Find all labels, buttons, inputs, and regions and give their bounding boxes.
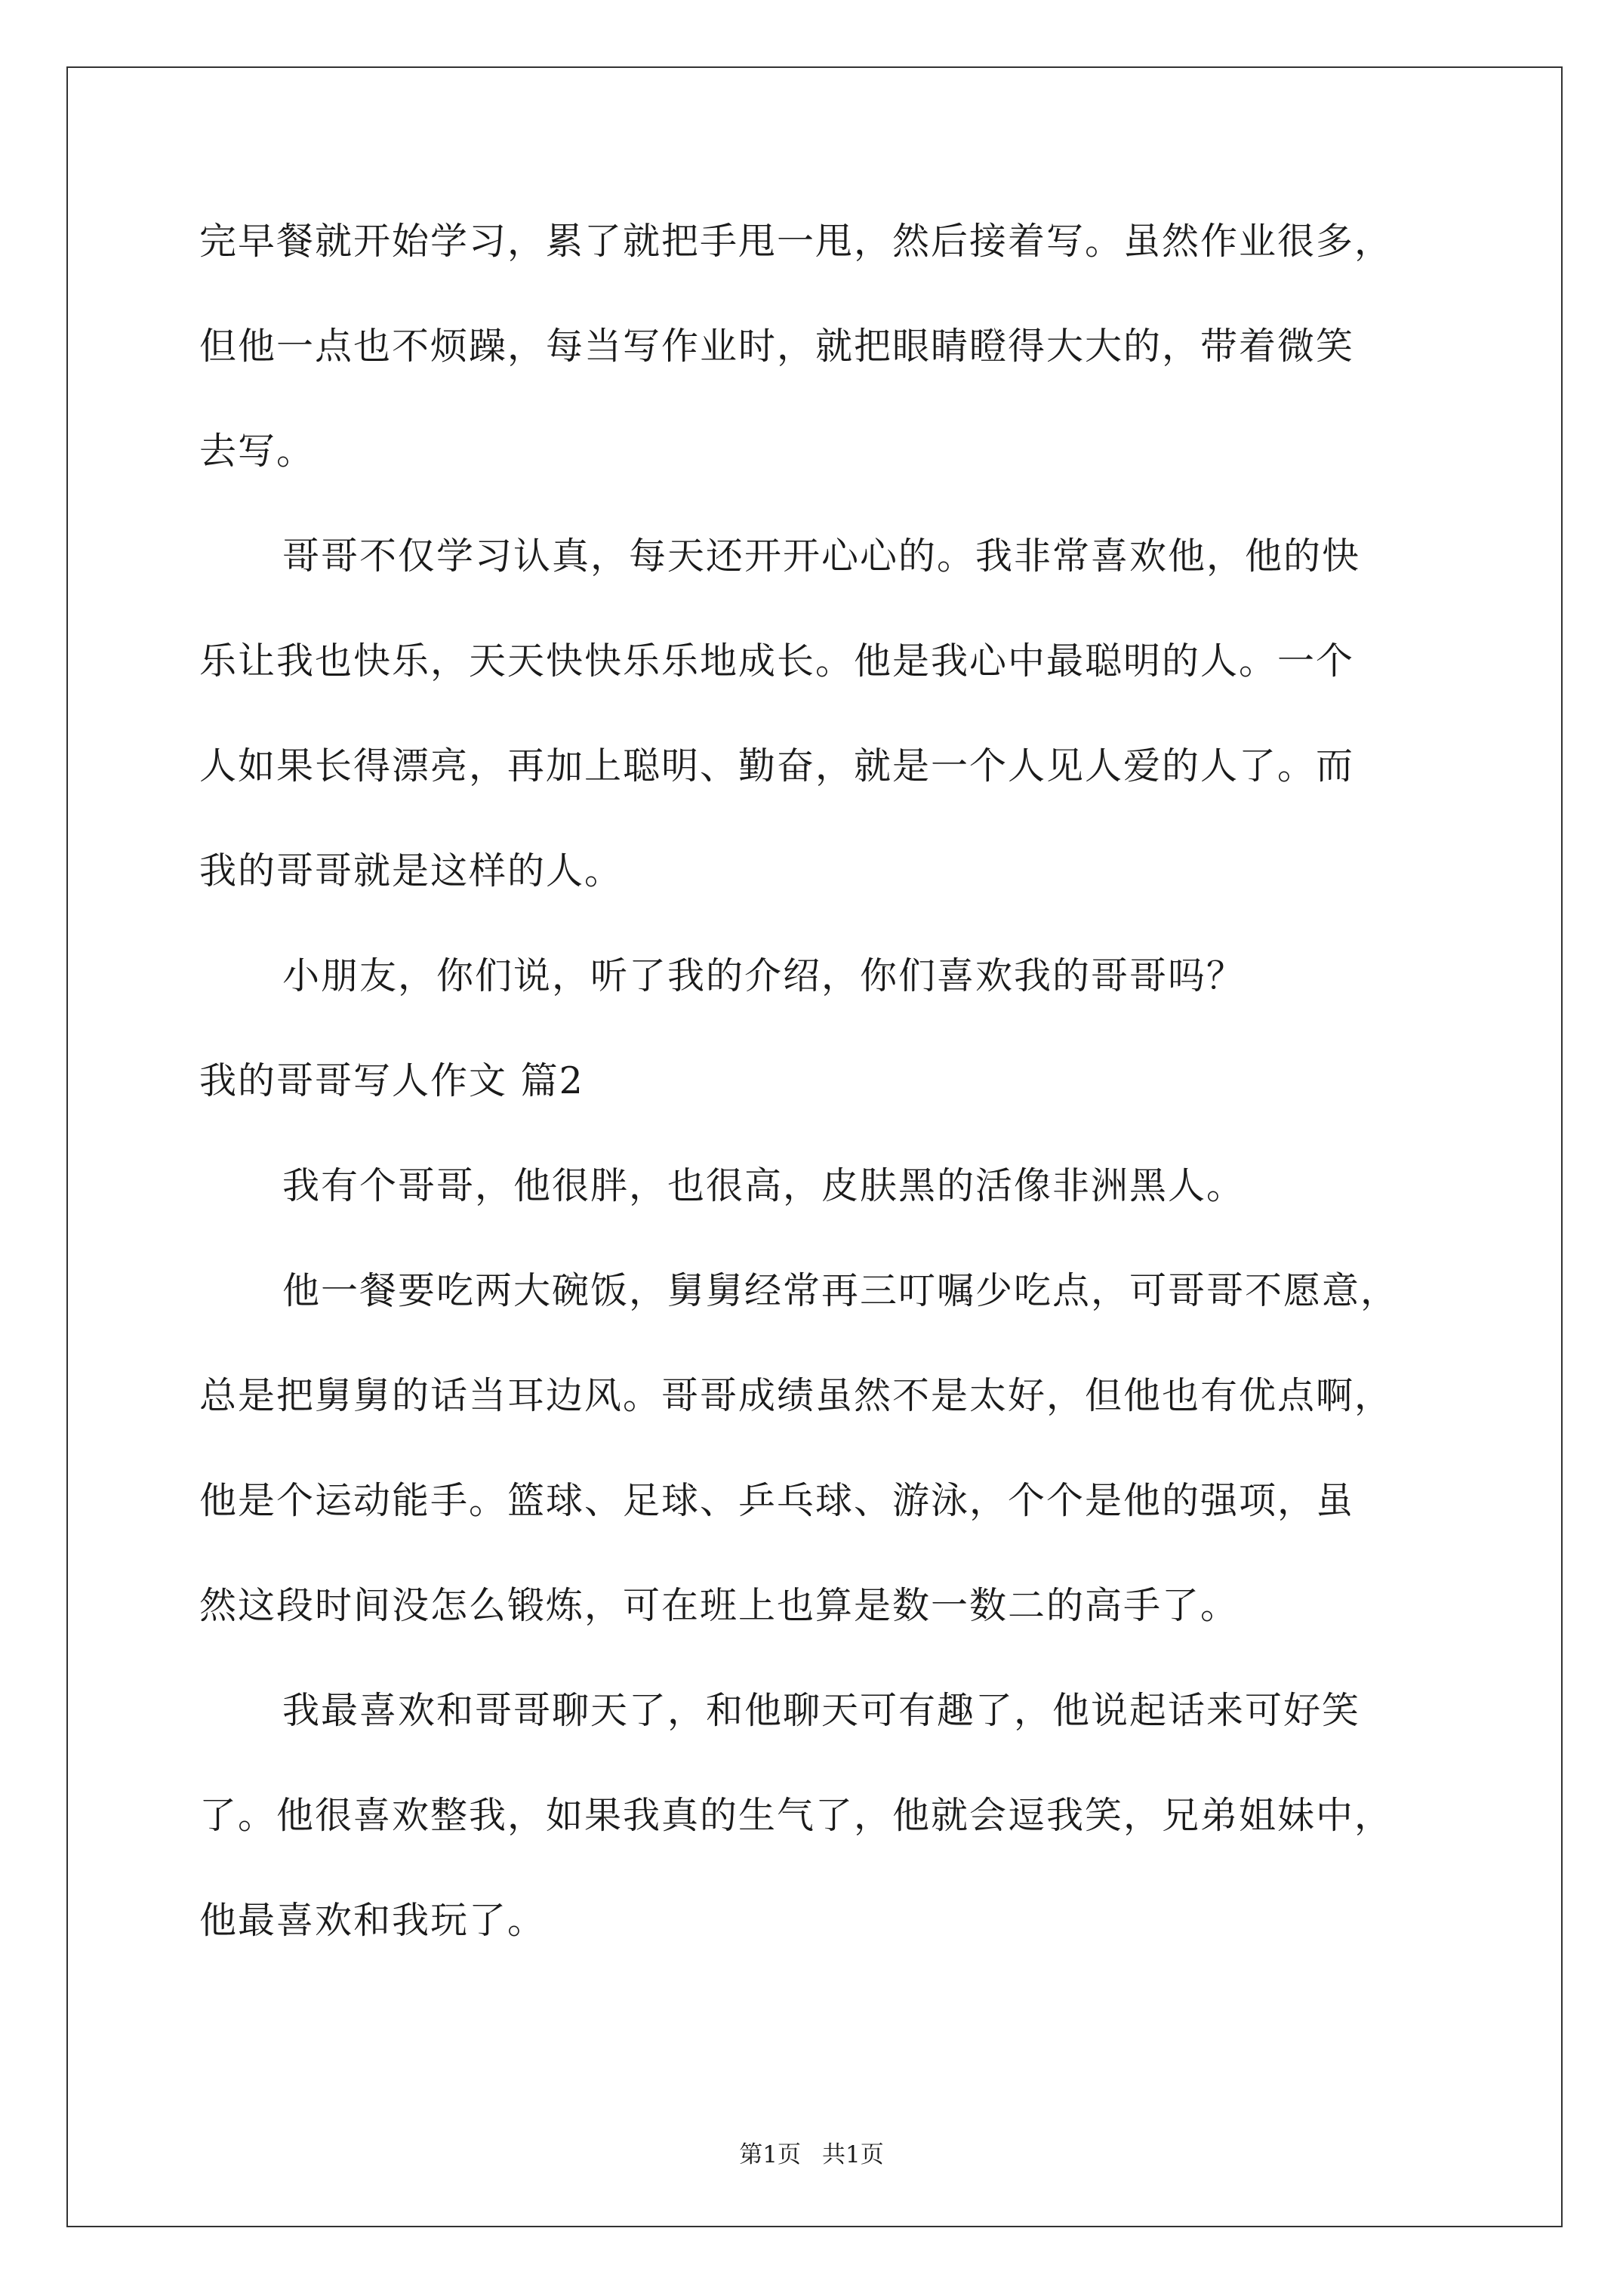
text-line: 但他一点也不烦躁，每当写作业时，就把眼睛瞪得大大的，带着微笑: [199, 325, 1355, 368]
text-line: 然这段时间没怎么锻炼，可在班上也算是数一数二的高手了。: [199, 1584, 1240, 1627]
text-line: 他一餐要吃两大碗饭，舅舅经常再三叮嘱少吃点，可哥哥不愿意，: [282, 1269, 1400, 1312]
document-body: [199, 189, 1467, 1973]
text-line: 完早餐就开始学习，累了就把手甩一甩，然后接着写。虽然作业很多，: [199, 220, 1394, 263]
text-line: 他是个运动能手。篮球、足球、乒乓球、游泳，个个是他的强项，虽: [199, 1479, 1355, 1522]
text-line: 我有个哥哥，他很胖，也很高，皮肤黑的活像非洲黑人。: [282, 1164, 1246, 1207]
text-line: 乐让我也快乐，天天快快乐乐地成长。他是我心中最聪明的人。一个: [199, 639, 1355, 683]
text-line: 总是把舅舅的话当耳边风。哥哥成绩虽然不是太好，但他也有优点啊，: [199, 1374, 1394, 1417]
text-line: 了。他很喜欢整我，如果我真的生气了，他就会逗我笑，兄弟姐妹中，: [199, 1794, 1394, 1837]
text-line: 我的哥哥就是这样的人。: [199, 849, 624, 892]
section-heading: 我的哥哥写人作文 篇2: [199, 1059, 584, 1102]
text-line: 小朋友，你们说，听了我的介绍，你们喜欢我的哥哥吗？: [282, 954, 1246, 997]
page-footer: [0, 2135, 1623, 2169]
page-number-current: 第1页: [739, 2141, 801, 2168]
text-line: 他最喜欢和我玩了。: [199, 1899, 547, 1942]
text-line: 哥哥不仅学习认真，每天还开开心心的。我非常喜欢他，他的快: [282, 535, 1361, 578]
text-line: 去写。: [199, 430, 316, 473]
text-line: 我最喜欢和哥哥聊天了，和他聊天可有趣了，他说起话来可好笑: [282, 1689, 1361, 1732]
text-line: 人如果长得漂亮，再加上聪明、勤奋，就是一个人见人爱的人了。而: [199, 744, 1355, 787]
page-number-total: 共1页: [822, 2141, 884, 2168]
